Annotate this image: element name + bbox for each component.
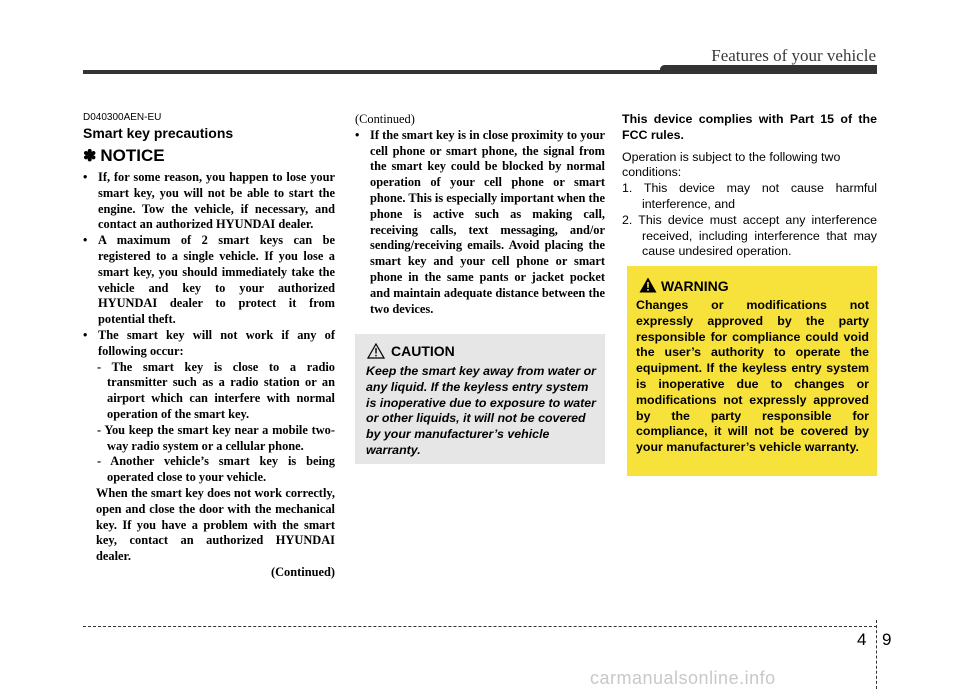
bullet-item: • The smart key will not work if any of following occur: [83,328,335,360]
footer-divider [876,620,877,689]
footer-rule [83,626,877,627]
dash-item: - The smart key is close to a radio transmitter such as a radio station or an airport which can interfere with normal operation of the smart key. [97,359,335,421]
condition-item: 1. This device may not cause harmful interference, and [622,181,877,211]
section-code: D040300AEN-EU [83,112,162,123]
caution-title: CAUTION [391,343,455,359]
page-number: 9 [882,630,892,649]
notice-label: NOTICE [100,146,165,165]
notice-glyph: ✽ [83,148,97,165]
smart-key-paragraph: When the smart key does not work correctly, open and close the door with the mechanical key. If you have a problem with the smart key, contact an authorized HYUNDAI dealer. [96,485,335,564]
condition-item: 2. This device must accept any interference received, including interference that may cause undesired operation. [622,212,877,259]
notice-heading [83,146,165,166]
watermark: carmanualsonline.info [590,668,776,688]
warning-triangle-icon [639,277,657,293]
column-1 [83,170,335,581]
caution-text: Keep the smart key away from water or any liquid. If the keyless entry system is inoperative due to exposure to water or other liquids, it will not be covered by your manufacturer’s vehicle warranty. [366,364,597,457]
continued-label: (Continued) [270,564,335,579]
chapter-number: 4 [857,630,867,649]
warning-text: Changes or modifications not expressly approved by the party responsible for compliance could void the user’s authority to operate the equipment. If the keyless entry system is inoperative due to changes or modifications not expressly approved by the party responsible for compliance, it will not be covered by your manufacturer’s vehicle warranty. [636,298,869,455]
dash-item: - Another vehicle’s smart key is being operated close to your vehicle. [97,454,335,485]
warning-title: WARNING [661,278,729,294]
bullet-item: • If, for some reason, you happen to lose your smart key, you will not be able to start the engine. Tow the vehicle, if necessary, and contact an authorized HYUNDAI dealer. [83,170,335,233]
caution-box [355,334,605,464]
header-title: Features of your vehicle [711,46,876,65]
caution-triangle-icon [367,343,385,359]
header-rule [83,70,877,74]
bullet-item: • If the smart key is in close proximity to your cell phone or smart phone, the signal from the smart key could be blocked by normal operation of your cell phone or smart phone. This is especially important when the phone is active such as making call, receiving calls, text messaging, and/or sending/receiving emails. Avoid placing the smart key and your cell phone or smart phone in the same pants or jacket pocket and maintain adequate distance between the two devices. [355,128,605,318]
dash-item: - You keep the smart key near a mobile two-way radio system or a cellular phone. [97,422,335,453]
conditions-intro: Operation is subject to the following two conditions: [622,149,841,180]
fcc-statement: This device complies with Part 15 of the FCC rules. [622,112,877,142]
section-title: Smart key precautions [83,125,234,141]
column-2 [355,112,605,317]
column-3 [622,112,877,260]
continued-heading: (Continued) [355,112,415,126]
bullet-item: • A maximum of 2 smart keys can be registered to a single vehicle. If you lose a smart key, you should immediately take the vehicle and key to your authorized HYUNDAI dealer to protect it from potential theft. [83,233,335,328]
warning-box [627,266,877,476]
